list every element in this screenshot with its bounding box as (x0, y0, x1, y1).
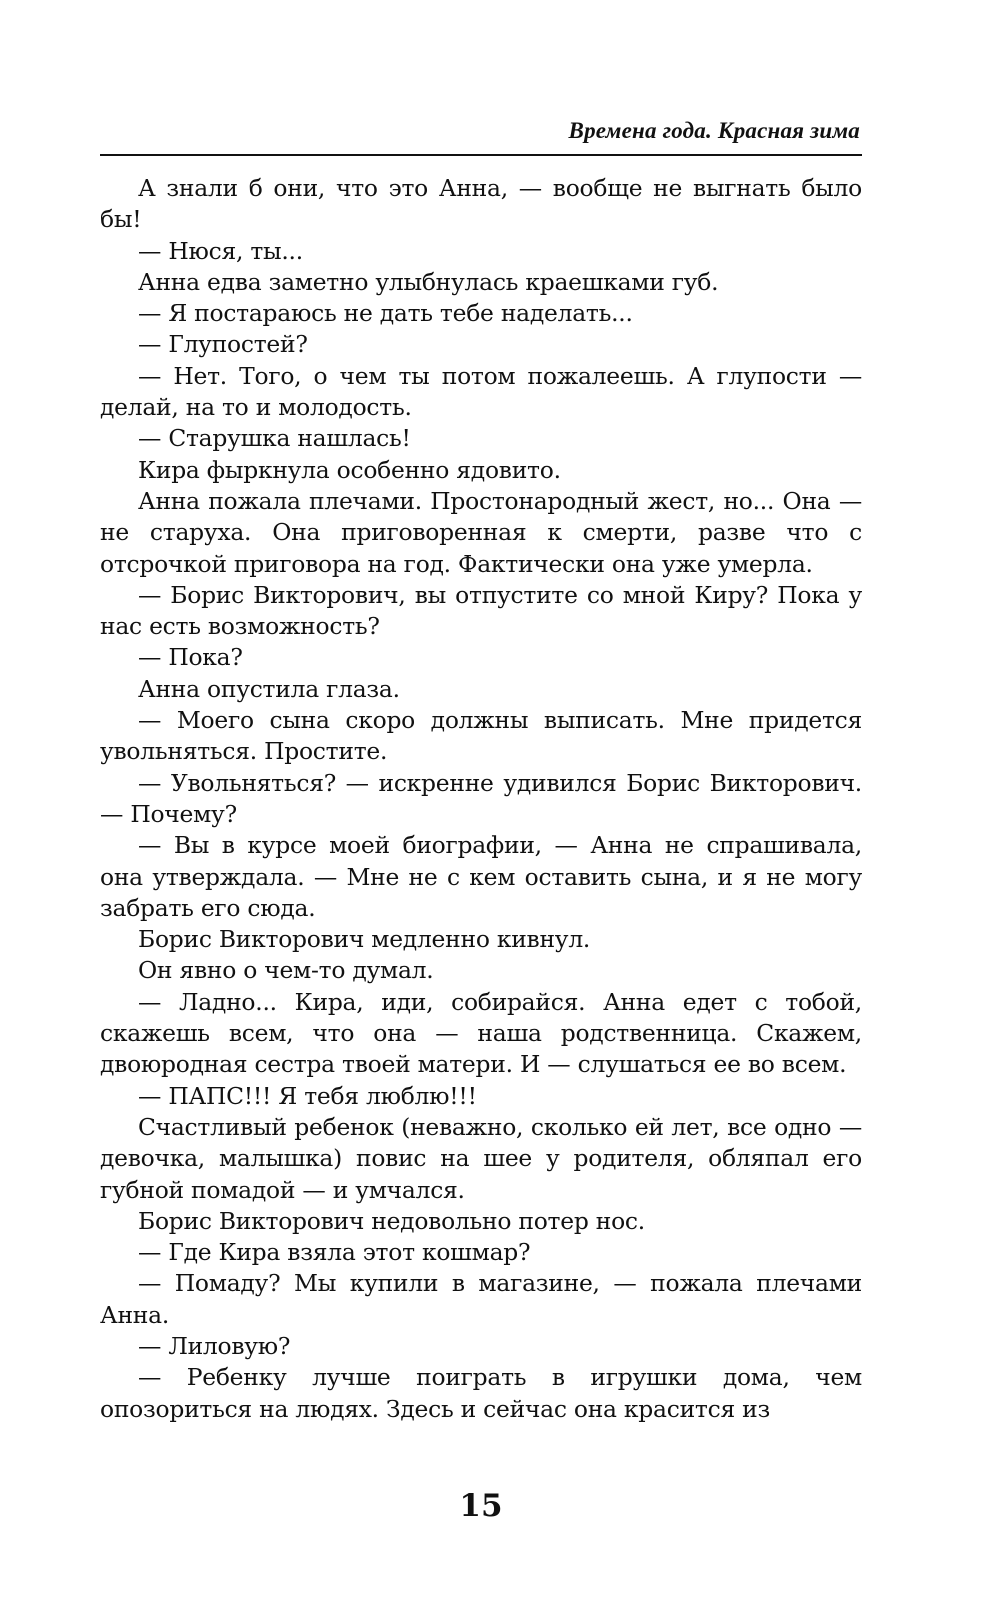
paragraph: Анна пожала плечами. Простонародный жест, но... Она — не старуха. Она приговоренная к смерти, разве что с отсрочкой приговора на год. Фактически она уже умерла. (100, 486, 862, 578)
paragraph: — ПАПС!!! Я тебя люблю!!! (138, 1081, 477, 1110)
page-number: 15 (459, 1488, 503, 1524)
body-text (100, 173, 862, 1425)
paragraph: — Старушка нашлась! (138, 424, 411, 453)
paragraph: — Пока? (138, 643, 243, 672)
paragraph: Анна едва заметно улыбнулась краешками губ. (138, 267, 719, 296)
paragraph: Борис Викторович недовольно потер нос. (138, 1206, 645, 1235)
paragraph: — Глупостей? (138, 330, 308, 359)
paragraph: Счастливый ребенок (неважно, сколько ей лет, все одно — девочка, малышка) повис на шее у родителя, обляпал его губной помадой — и умчался. (100, 1112, 862, 1204)
paragraph: Он явно о чем-то думал. (138, 956, 434, 985)
header-rule (100, 154, 862, 156)
paragraph: — Лиловую? (138, 1331, 291, 1360)
paragraph: — Моего сына скоро должны выписать. Мне придется увольняться. Простите. (100, 706, 862, 766)
paragraph: — Ребенку лучше поиграть в игрушки дома, чем опозориться на людях. Здесь и сейчас она красится из (100, 1363, 862, 1423)
paragraph: Борис Викторович медленно кивнул. (138, 925, 591, 954)
paragraph: — Я постараюсь не дать тебе наделать... (138, 299, 633, 328)
paragraph: — Где Кира взяла этот кошмар? (138, 1238, 531, 1267)
paragraph: — Борис Викторович, вы отпустите со мной Киру? Пока у нас есть возможность? (100, 580, 862, 641)
paragraph: — Нюся, ты... (138, 236, 303, 265)
paragraph: — Вы в курсе моей биографии, — Анна не спрашивала, она утверждала. — Мне не с кем оставить сына, и я не могу забрать его сюда. (100, 831, 862, 922)
paragraph: — Ладно... Кира, иди, собирайся. Анна едет с тобой, скажешь всем, что она — наша родственница. Скажем, двоюродная сестра твоей матери. И — слушаться ее во всем. (100, 987, 862, 1079)
running-title: Времена года. Красная зима (568, 118, 860, 143)
paragraph: А знали б они, что это Анна, — вообще не выгнать было бы! (100, 174, 862, 234)
paragraph: — Нет. Того, о чем ты потом пожалеешь. А глупости — делай, на то и молодость. (100, 361, 862, 422)
paragraph: — Помаду? Мы купили в магазине, — пожала плечами Анна. (100, 1269, 862, 1329)
paragraph: — Увольняться? — искренне удивился Борис Викторович. — Почему? (100, 768, 862, 828)
paragraph: Кира фыркнула особенно ядовито. (138, 455, 561, 484)
paragraph: Анна опустила глаза. (138, 674, 400, 703)
